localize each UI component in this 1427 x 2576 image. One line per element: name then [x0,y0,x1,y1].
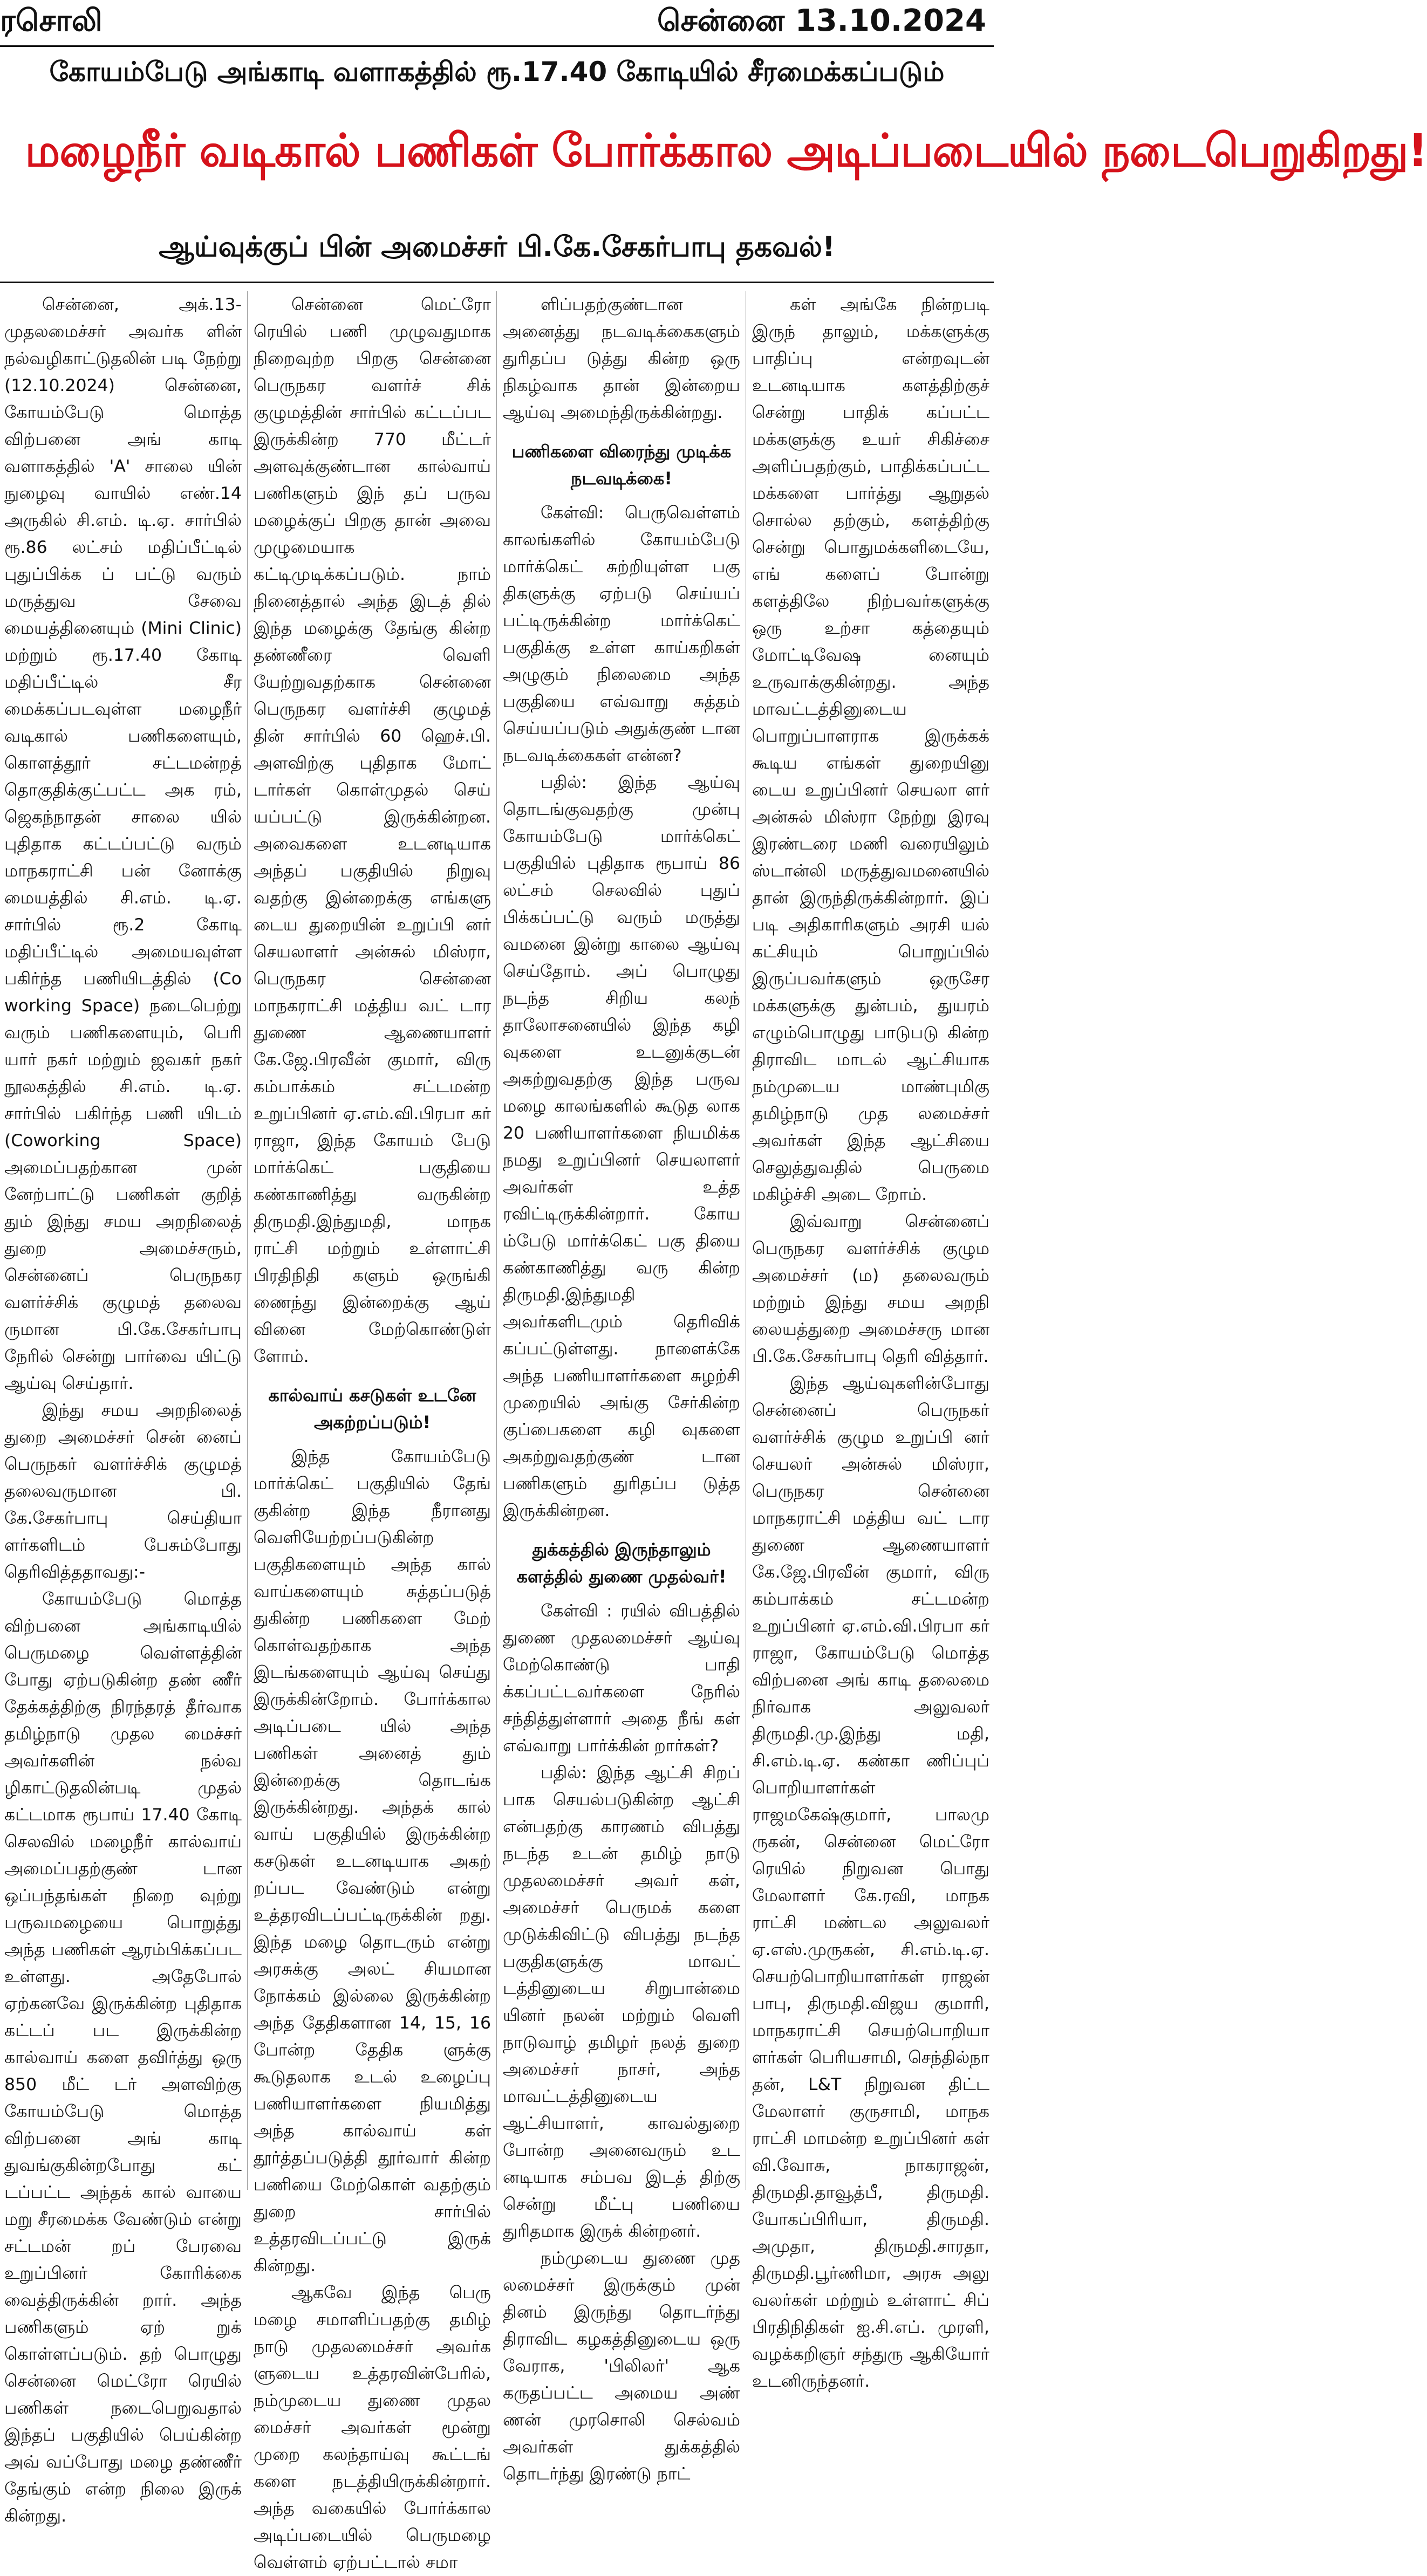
section-heading: துக்கத்தில் இருந்தாலும் களத்தில் துணை முதல்வர்! [516,1539,727,1587]
article-paragraph: நம்முடைய துணை முத லமைச்சர் இருக்கும் முன் தினம் இருந்து தொடர்ந்து திராவிட கழகத்தினுடைய ஒரு வேராக, 'பிலிலர்' ஆக கருதப்பட்ட அமைய அண் ணன் முரசொலி செல்வம் அவர்கள் துக்கத்தில் தொடர்ந்து இரண்டு நாட் [503,2249,740,2484]
section-heading: கால்வாய் கசடுகள் உடனே அகற்றப்படும்! [268,1385,476,1433]
article-paragraph: ஆகவே இந்த பெரு மழை சமாளிப்பதற்கு தமிழ் நாடு முதலமைச்சர் அவர்க ளுடைய உத்தரவின்பேரில், நம்முடைய துணை முதல மைச்சர் அவர்கள் மூன்று முறை கலந்தாய்வு கூட்டங் களை நடத்தியிருக்கின்றார். அந்த வகையில் போர்க்கால அடிப்படையில் பெருமழை வெள்ளம் ஏற்பட்டால் சமா [254,2283,491,2572]
article-column-2 [254,291,491,2572]
article-paragraph: ளிப்பதற்குண்டான அனைத்து நடவடிக்கைகளும் துரிதப்ப டுத்து கின்ற ஒரு நிகழ்வாக தான் இன்றைய ஆய்வு அமைந்திருக்கின்றது. [503,295,740,422]
masthead [0,0,994,46]
headline-rule [0,282,994,283]
article-column-1 [4,291,242,2526]
kicker-headline: கோயம்பேடு அங்காடி வளாகத்தில் ரூ.17.40 கோடியில் சீரமைக்கப்படும் [49,56,945,87]
masthead-rule [0,45,994,47]
article-paragraph: கோயம்பேடு மொத்த விற்பனை அங்காடியில் பெருமழை வெள்ளத்தின் போது ஏற்படுகின்ற தண் ணீர் தேக்கத்திற்கு நிரந்தரத் தீர்வாக தமிழ்நாடு முதல மைச்சர் அவர்களின் நல்வ ழிகாட்டுதலின்படி முதல் கட்டமாக ரூபாய் 17.40 கோடி செலவில் மழைநீர் கால்வாய் அமைப்பதற்குண் டான ஒப்பந்தங்கள் நிறை வுற்று பருவமழையை பொறுத்து அந்த பணிகள் ஆரம்பிக்கப்பட உள்ளது. அதேபோல் ஏற்கனவே இருக்கின்ற புதிதாக கட்டப் பட இருக்கின்ற கால்வாய் களை தவிர்த்து ஒரு 850 மீட் டர் அளவிற்கு கோயம்பேடு மொத்த விற்பனை அங் காடி துவங்குகின்றபோது கட் டப்பட்ட அந்தக் கால் வாயை மறு சீரமைக்க வேண்டும் என்று சட்டமன் றப் பேரவை உறுப்பினர் கோரிக்கை வைத்திருக்கின் றார். அந்த பணிகளும் ஏற் றுக் கொள்ளப்படும். தற் பொழுது சென்னை மெட்ரோ ரெயில் பணிகள் நடைபெறுவதால் இந்தப் பகுதியில் பெய்கின்ற அவ் வப்போது மழை தண்ணீர் தேங்கும் என்ற நிலை இருக் கின்றது. [4,1590,242,2526]
article-paragraph: கேள்வி: பெருவெள்ளம் காலங்களில் கோயம்பேடு மார்க்கெட் சுற்றியுள்ள பகு திகளுக்கு ஏற்படு செய்யப் பட்டிருக்கின்ற மார்க்கெட் பகுதிக்கு உள்ள காய்கறிகள் அழுகும் நிலைமை அந்த பகுதியை எவ்வாறு சுத்தம் செய்யப்படும் அதுக்குண் டான நடவடிக்கைகள் என்ன? [503,503,740,765]
article-paragraph: இந்த கோயம்பேடு மார்க்கெட் பகுதியில் தேங் குகின்ற இந்த நீரானது வெளியேற்றப்படுகின்ற பகுதிகளையும் அந்த கால் வாய்களையும் சுத்தப்படுத் துகின்ற பணிகளை மேற் கொள்வதற்காக அந்த இடங்களையும் ஆய்வு செய்து இருக்கின்றோம். போர்க்கால அடிப்படை யில் அந்த பணிகள் அனைத் தும் இன்றைக்கு தொடங்க இருக்கின்றது. அந்தக் கால் வாய் பகுதியில் இருக்கின்ற கசடுகள் உடனடியாக அகற் றப்பட வேண்டும் என்று உத்தரவிடப்பட்டிருக்கின் றது. இந்த மழை தொடரும் என்று அரசுக்கு அலட் சியமான நோக்கம் இல்லை இருக்கின்ற அந்த தேதிகளான 14, 15, 16 போன்ற தேதிக ளுக்கு கூடுதலாக உடல் உழைப்பு பணியாளர்களை நியமித்து அந்த கால்வாய் கள் தூர்த்தப்படுத்தி தூர்வார் கின்ற பணியை மேற்கொள் வதற்கும் துறை சார்பில் உத்தரவிடப்பட்டு இருக் கின்றது. [254,1447,491,2276]
city-date: சென்னை 13.10.2024 [657,3,986,38]
article-column-3 [503,291,740,2484]
column-divider [247,291,248,2190]
paper-name: ரசொலி [0,3,103,38]
article-paragraph: கேள்வி : ரயில் விபத்தில் துணை முதலமைச்சர் ஆய்வு மேற்கொண்டு பாதி க்கப்பட்டவர்களை நேரில் சந்தித்துள்ளார் அதை நீங் கள் எவ்வாறு பார்க்கின் றார்கள்? [503,1601,740,1756]
article-paragraph: பதில்: இந்த ஆட்சி சிறப் பாக செயல்படுகின்ற ஆட்சி என்பதற்கு காரணம் விபத்து நடந்த உடன் தமிழ் நாடு முதலமைச்சர் அவர் கள், அமைச்சர் பெருமக் களை முடுக்கிவிட்டு விபத்து நடந்த பகுதிகளுக்கு மாவட் டத்தினுடைய சிறுபான்மை யினர் நலன் மற்றும் வெளி நாடுவாழ் தமிழர் நலத் துறை அமைச்சர் நாசர், அந்த மாவட்டத்தினுடைய ஆட்சியாளர், காவல்துறை போன்ற அனைவரும் உட னடியாக சம்பவ இடத் திற்கு சென்று மீட்பு பணியை துரிதமாக இருக் கின்றனர். [503,1763,740,2241]
article-column-4 [752,291,989,2391]
sub-headline: ஆய்வுக்குப் பின் அமைச்சர் பி.கே.சேகர்பாபு தகவல்! [159,231,835,263]
article-paragraph: பதில்: இந்த ஆய்வு தொடங்குவதற்கு முன்பு கோயம்பேடு மார்க்கெட் பகுதியில் புதிதாக ரூபாய் 86 லட்சம் செலவில் புதுப் பிக்கப்பட்டு வரும் மருத்து வமனை இன்று காலை ஆய்வு செய்தோம். அப் பொழுது நடந்த சிறிய கலந் தாலோசனையில் இந்த கழி வுகளை உடனுக்குடன் அகற்றுவதற்கு இந்த பருவ மழை காலங்களில் கூடுத லாக 20 பணியாளர்களை நியமிக்க நமது உறுப்பினர் செயலாளர் அவர்கள் உத்த ரவிட்டிருக்கின்றார். கோய ம்பேடு மார்க்கெட் பகு தியை கண்காணித்து வரு கின்ற திருமதி.இந்துமதி அவர்களிடமும் தெரிவிக் கப்பட்டுள்ளது. நாளைக்கே அந்த பணியாளர்களை சுழற்சி முறையில் அங்கு சேர்கின்ற குப்பைகளை கழி வுகளை அகற்றுவதற்குண் டான பணிகளும் துரிதப்ப டுத்த இருக்கின்றன. [503,773,740,1520]
main-headline: மழைநீர் வடிகால் பணிகள் போர்க்கால அடிப்படையில் நடைபெறுகிறது! [25,124,1427,177]
article-paragraph: சென்னை மெட்ரோ ரெயில் பணி முழுவதுமாக நிறைவுற்ற பிறகு சென்னை பெருநகர வளர்ச் சிக் குழுமத்தின் சார்பில் கட்டப்பட இருக்கின்ற 770 மீட்டர் அளவுக்குண்டான கால்வாய் பணிகளும் இந் தப் பருவ மழைக்குப் பிறகு தான் அவை முழுமையாக கட்டிமுடிக்கப்படும். நாம் நினைத்தால் அந்த இடத் தில் இந்த மழைக்கு தேங்கு கின்ற தண்ணீரை வெளி யேற்றுவதற்காக சென்னை பெருநகர வளர்ச்சி குழுமத் தின் சார்பில் 60 ஹெச்.பி. அளவிற்கு புதிதாக மோட் டார்கள் கொள்முதல் செய் யப்பட்டு இருக்கின்றன. அவைகளை உடனடியாக அந்தப் பகுதியில் நிறுவு வதற்கு இன்றைக்கு எங்களு டைய துறையின் உறுப்பி னர் செயலாளர் அன்சுல் மிஸ்ரா, பெருநகர சென்னை மாநகராட்சி மத்திய வட் டார துணை ஆணையாளர் கே.ஜே.பிரவீன் குமார், விரு கம்பாக்கம் சட்டமன்ற உறுப்பினர் ஏ.எம்.வி.பிரபா கர் ராஜா, இந்த கோயம் பேடு மார்க்கெட் பகுதியை கண்காணித்து வருகின்ற திருமதி.இந்துமதி, மாநக ராட்சி மற்றும் உள்ளாட்சி பிரதிநிதி களும் ஒருங்கி ணைந்து இன்றைக்கு ஆய் வினை மேற்கொண்டுள் ளோம். [254,295,491,1366]
article-paragraph: இவ்வாறு சென்னைப் பெருநகர வளர்ச்சிக் குழும அமைச்சர் (ம) தலைவரும் மற்றும் இந்து சமய அறநி லையத்துறை அமைச்சரு மான பி.கே.சேகர்பாபு தெரி வித்தார். [752,1212,989,1366]
column-divider [496,291,497,2190]
section-heading: பணிகளை விரைந்து முடிக்க நடவடிக்கை! [511,441,732,489]
article-paragraph: கள் அங்கே நின்றபடி இருந் தாலும், மக்களுக்கு பாதிப்பு என்றவுடன் உடனடியாக களத்திற்குச் சென்று பாதிக் கப்பட்ட மக்களுக்கு உயர் சிகிச்சை அளிப்பதற்கும், பாதிக்கப்பட்ட மக்களை பார்த்து ஆறுதல் சொல்ல தற்கும், களத்திற்கு சென்று பொதுமக்களிடையே, எங் களைப் போன்று களத்திலே நிற்பவர்களுக்கு ஒரு உற்சா கத்தையும் மோட்டிவேஷ னையும் உருவாக்குகின்றது. அந்த மாவட்டத்தினுடைய பொறுப்பாளராக இருக்கக் கூடிய எங்கள் துறையினு டைய உறுப்பினர் செயலா ளர் அன்சுல் மிஸ்ரா நேற்று இரவு இரண்டரை மணி வரையிலும் ஸ்டான்லி மருத்துவமனையில் தான் இருந்திருக்கின்றார். இப் படி அதிகாரிகளும் அரசி யல் கட்சியும் பொறுப்பில் இருப்பவர்களும் ஒருசேர மக்களுக்கு துன்பம், துயரம் எழும்பொழுது பாடுபடு கின்ற திராவிட மாடல் ஆட்சியாக நம்முடைய மாண்புமிகு தமிழ்நாடு முத லமைச்சர் அவர்கள் இந்த ஆட்சியை செலுத்துவதில் பெருமை மகிழ்ச்சி அடை றோம். [752,295,989,1204]
article-paragraph: இந்து சமய அறநிலைத் துறை அமைச்சர் சென் னைப் பெருநகர் வளர்ச்சிக் குழுமத் தலைவருமான பி. கே.சேகர்பாபு செய்தியா ளர்களிடம் பேசும்போது தெரிவித்ததாவது:- [4,1401,242,1582]
article-paragraph: இந்த ஆய்வுகளின்போது சென்னைப் பெருநகர் வளர்ச்சிக் குழும உறுப்பி னர் செயலர் அன்சுல் மிஸ்ரா, பெருநகர சென்னை மாநகராட்சி மத்திய வட் டார துணை ஆணையாளர் கே.ஜே.பிரவீன் குமார், விரு கம்பாக்கம் சட்டமன்ற உறுப்பினர் ஏ.எம்.வி.பிரபா கர் ராஜா, கோயம்பேடு மொத்த விற்பனை அங் காடி தலைமை நிர்வாக அலுவலர் திருமதி.மு.இந்து மதி, சி.எம்.டி.ஏ. கண்கா ணிப்புப் பொறியாளர்கள் ராஜமகேஷ்குமார், பாலமு ருகன், சென்னை மெட்ரோ ரெயில் நிறுவன பொது மேலாளர் கே.ரவி, மாநக ராட்சி மண்டல அலுவலர் ஏ.எஸ்.முருகன், சி.எம்.டி.ஏ. செயற்பொறியாளர்கள் ராஜன் பாபு, திருமதி.விஜய குமாரி, மாநகராட்சி செயற்பொறியா ளர்கள் பெரியசாமி, செந்தில்நா தன், L&T நிறுவன திட்ட மேலாளர் குருசாமி, மாநக ராட்சி மாமன்ற உறுப்பினர் கள் வி.வோசு, நாகராஜன், திருமதி.தாவூத்பீ, திருமதி. யோகப்பிரியா, திருமதி. அமுதா, திருமதி.சாரதா, திருமதி.பூர்ணிமா, அரசு அலு வலர்கள் மற்றும் உள்ளாட் சிப் பிரதிநிதிகள் ஐ.சி.எப். முரளி, வழக்கறிஞர் சந்துரு ஆகியோர் உடனிருந்தனர். [752,1374,989,2391]
article-paragraph: சென்னை, அக்.13- முதலமைச்சர் அவர்க ளின் நல்வழிகாட்டுதலின் படி நேற்று (12.10.2024) சென்னை, கோயம்பேடு மொத்த விற்பனை அங் காடி வளாகத்தில் 'A' சாலை யின் நுழைவு வாயில் எண்.14 அருகில் சி.எம். டி.ஏ. சார்பில் ரூ.86 லட்சம் மதிப்பீட்டில் புதுப்பிக்க ப் பட்டு வரும் மருத்துவ சேவை மையத்தினையும் (Mini Clinic) மற்றும் ரூ.17.40 கோடி மதிப்பீட்டில் சீர மைக்கப்படவுள்ள மழைநீர் வடிகால் பணிகளையும், கொளத்தூர் சட்டமன்றத் தொகுதிக்குட்பட்ட அக ரம், ஜெகந்நாதன் சாலை யில் புதிதாக கட்டப்பட்டு வரும் மாநகராட்சி பன் னோக்கு மையத்தில் சி.எம். டி.ஏ. சார்பில் ரூ.2 கோடி மதிப்பீட்டில் அமையவுள்ள பகிர்ந்த பணியிடத்தில் (Co working Space) நடைபெற்று வரும் பணிகளையும், பெரி யார் நகர் மற்றும் ஜவகர் நகர் நூலகத்தில் சி.எம். டி.ஏ. சார்பில் பகிர்ந்த பணி யிடம் (Coworking Space) அமைப்பதற்கான முன் னேற்பாட்டு பணிகள் குறித் தும் இந்து சமய அறநிலைத் துறை அமைச்சரும், சென்னைப் பெருநகர வளர்ச்சிக் குழுமத் தலைவ ருமான பி.கே.சேகர்பாபு நேரில் சென்று பார்வை யிட்டு ஆய்வு செய்தார். [4,295,242,1393]
